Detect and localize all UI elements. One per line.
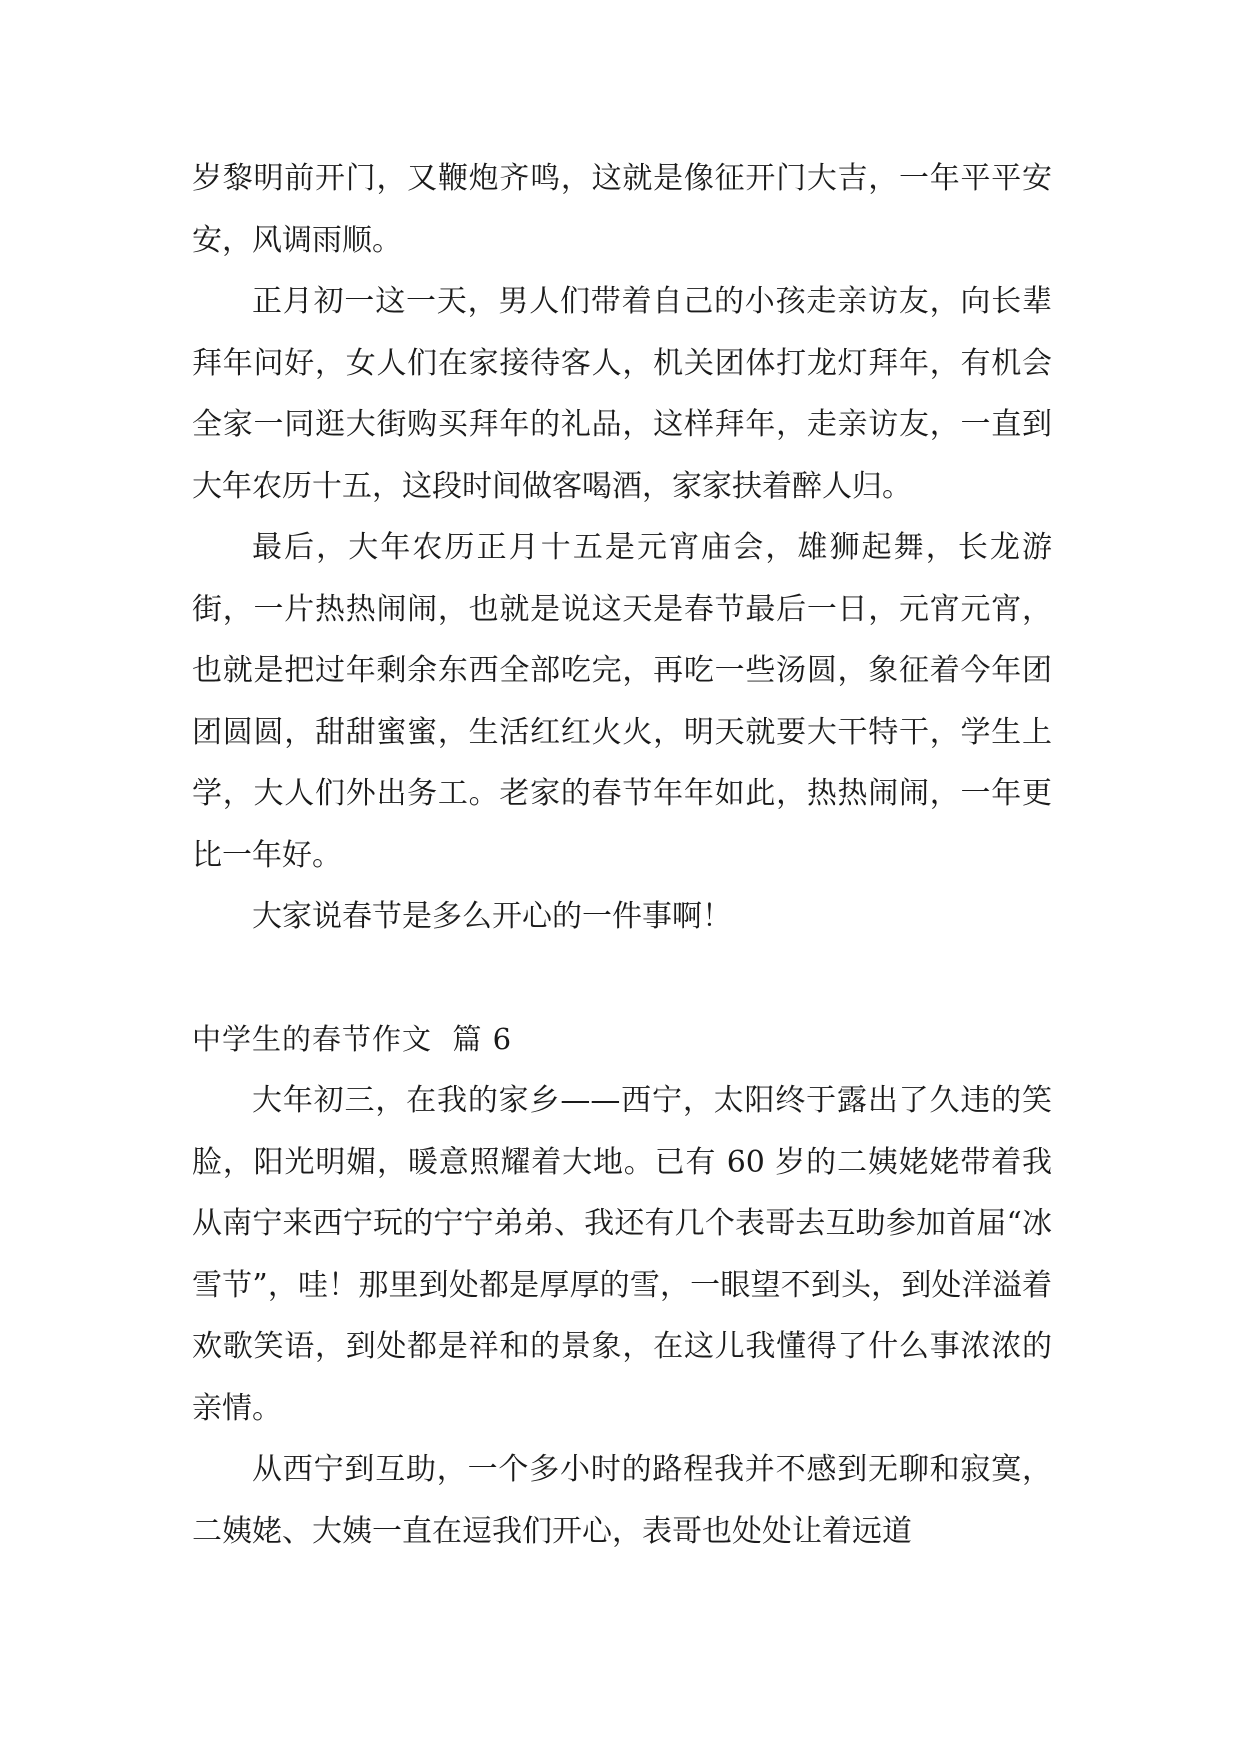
paragraph-1: 岁黎明前开门，又鞭炮齐鸣，这就是像征开门大吉，一年平平安安，风调雨顺。 bbox=[192, 161, 1052, 258]
paragraph-6: 从西宁到互助，一个多小时的路程我并不感到无聊和寂寞，二姨姥、大姨一直在逗我们开心，表哥也处处让着远道 bbox=[192, 1452, 1052, 1549]
paragraph-2: 正月初一这一天，男人们带着自己的小孩走亲访友，向长辈拜年问好，女人们在家接待客人，机关团体打龙灯拜年，有机会全家一同逛大街购买拜年的礼品，这样拜年，走亲访友，一直到大年农历十五，这段时间做客喝酒，家家扶着醉人归。 bbox=[192, 284, 1052, 504]
section-heading: 中学生的春节作文 篇 6 bbox=[192, 1021, 513, 1056]
paragraph-5: 大年初三，在我的家乡——西宁，太阳终于露出了久违的笑脸，阳光明媚，暖意照耀着大地。已有 60 岁的二姨姥姥带着我从南宁来西宁玩的宁宁弟弟、我还有几个表哥去互助参加首届“冰雪节”，哇！那里到处都是厚厚的雪，一眼望不到头，到处洋溢着欢歌笑语，到处都是祥和的景象，在这儿我懂得了什么事浓浓的亲情。 bbox=[192, 1083, 1052, 1426]
document-page bbox=[192, 148, 1052, 1562]
paragraph-4: 大家说春节是多么开心的一件事啊！ bbox=[252, 899, 732, 934]
paragraph-3: 最后，大年农历正月十五是元宵庙会，雄狮起舞，长龙游街，一片热热闹闹，也就是说这天是春节最后一日，元宵元宵，也就是把过年剩余东西全部吃完，再吃一些汤圆，象征着今年团团圆圆，甜甜蜜蜜，生活红红火火，明天就要大干特干，学生上学，大人们外出务工。老家的春节年年如此，热热闹闹，一年更比一年好。 bbox=[192, 530, 1052, 873]
section-spacer bbox=[192, 948, 1052, 1009]
